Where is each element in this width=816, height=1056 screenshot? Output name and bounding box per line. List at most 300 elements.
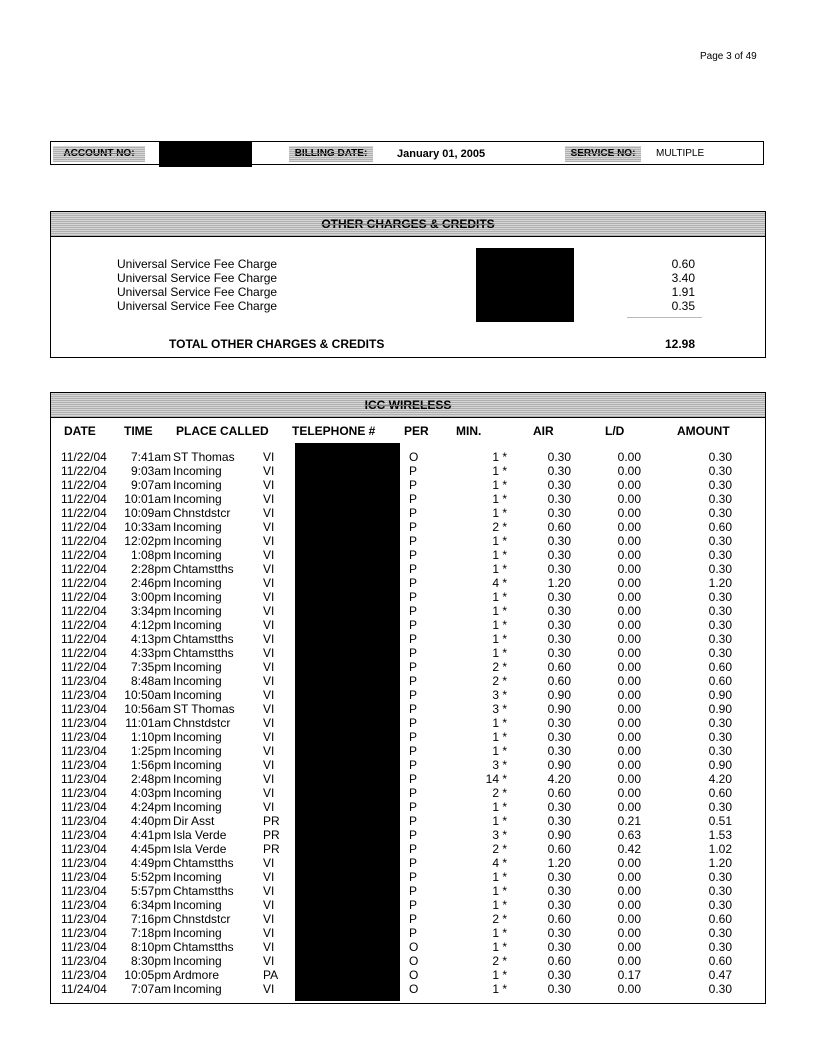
call-row: [51, 688, 765, 702]
call-amount: 0.30: [708, 478, 732, 492]
call-row: [51, 464, 765, 478]
call-row: [51, 982, 765, 996]
call-row: [51, 618, 765, 632]
call-minutes: 1 *: [492, 450, 507, 464]
call-time: 2:28pm: [130, 562, 171, 576]
other-charges-title: OTHER CHARGES & CREDITS: [51, 212, 765, 237]
call-date: 11/23/04: [61, 730, 107, 744]
call-period: P: [409, 716, 418, 730]
call-date: 11/22/04: [61, 506, 107, 520]
service-no-label: SERVICE NO:: [565, 146, 641, 162]
col-ld: L/D: [605, 424, 625, 438]
call-row: [51, 730, 765, 744]
call-time: 4:03pm: [130, 786, 171, 800]
call-time: 10:33am: [124, 520, 171, 534]
call-ld: 0.00: [617, 730, 641, 744]
call-row: [51, 604, 765, 618]
call-ld: 0.00: [617, 786, 641, 800]
call-period: P: [409, 814, 418, 828]
call-period: O: [409, 968, 419, 982]
call-period: P: [409, 492, 418, 506]
call-period: P: [409, 730, 418, 744]
call-place: Incoming: [173, 870, 222, 884]
call-minutes: 1 *: [492, 968, 507, 982]
call-period: P: [409, 856, 418, 870]
call-time: 5:52pm: [130, 870, 171, 884]
call-amount: 0.30: [708, 464, 732, 478]
call-minutes: 1 *: [492, 800, 507, 814]
call-air: 0.90: [547, 758, 571, 772]
call-time: 4:45pm: [130, 842, 171, 856]
call-row: [51, 716, 765, 730]
call-row: [51, 842, 765, 856]
call-minutes: 2 *: [492, 954, 507, 968]
call-amount: 0.30: [708, 800, 732, 814]
call-state: VI: [263, 870, 275, 884]
call-amount: 0.30: [708, 870, 732, 884]
subtotal-rule: [627, 317, 702, 318]
call-amount: 0.51: [708, 814, 732, 828]
call-row: [51, 506, 765, 520]
call-air: 0.30: [547, 562, 571, 576]
call-state: PR: [263, 842, 280, 856]
call-time: 6:34pm: [130, 898, 171, 912]
call-period: P: [409, 604, 418, 618]
call-ld: 0.17: [617, 968, 641, 982]
call-date: 11/23/04: [61, 828, 107, 842]
service-no-value: MULTIPLE: [656, 148, 705, 159]
call-amount: 0.30: [708, 646, 732, 660]
call-state: VI: [263, 772, 275, 786]
call-minutes: 1 *: [492, 940, 507, 954]
call-state: VI: [263, 800, 275, 814]
call-period: P: [409, 884, 418, 898]
call-time: 3:00pm: [130, 590, 171, 604]
call-ld: 0.00: [617, 492, 641, 506]
call-amount: 0.30: [708, 884, 732, 898]
call-row: [51, 674, 765, 688]
call-minutes: 1 *: [492, 464, 507, 478]
call-amount: 0.60: [708, 660, 732, 674]
call-air: 0.30: [547, 940, 571, 954]
call-time: 7:35pm: [130, 660, 171, 674]
call-amount: 0.30: [708, 506, 732, 520]
call-minutes: 1 *: [492, 632, 507, 646]
call-period: P: [409, 772, 418, 786]
call-amount: 0.60: [708, 912, 732, 926]
call-date: 11/23/04: [61, 898, 107, 912]
call-amount: 0.30: [708, 730, 732, 744]
call-state: VI: [263, 478, 275, 492]
call-ld: 0.00: [617, 898, 641, 912]
call-period: P: [409, 688, 418, 702]
call-place: ST Thomas: [173, 450, 235, 464]
call-air: 0.30: [547, 478, 571, 492]
call-minutes: 1 *: [492, 898, 507, 912]
call-ld: 0.21: [617, 814, 641, 828]
call-ld: 0.00: [617, 590, 641, 604]
call-date: 11/23/04: [61, 716, 107, 730]
call-date: 11/23/04: [61, 688, 107, 702]
total-value: 12.98: [664, 337, 695, 351]
call-air: 0.30: [547, 926, 571, 940]
call-period: O: [409, 450, 419, 464]
call-state: VI: [263, 548, 275, 562]
call-amount: 1.02: [708, 842, 732, 856]
other-charges-redaction: [476, 248, 574, 322]
call-air: 0.30: [547, 464, 571, 478]
call-air: 0.30: [547, 534, 571, 548]
call-state: VI: [263, 646, 275, 660]
call-amount: 1.53: [708, 828, 732, 842]
call-period: P: [409, 828, 418, 842]
call-time: 4:40pm: [130, 814, 171, 828]
call-row: [51, 856, 765, 870]
call-place: Incoming: [173, 604, 222, 618]
call-ld: 0.00: [617, 758, 641, 772]
call-period: P: [409, 506, 418, 520]
call-time: 9:03am: [130, 464, 171, 478]
charge-label: Universal Service Fee Charge: [117, 257, 278, 271]
call-time: 4:33pm: [130, 646, 171, 660]
call-air: 0.30: [547, 548, 571, 562]
call-row: [51, 520, 765, 534]
call-ld: 0.00: [617, 954, 641, 968]
call-air: 1.20: [547, 576, 571, 590]
call-row: [51, 702, 765, 716]
call-state: VI: [263, 464, 275, 478]
call-ld: 0.00: [617, 702, 641, 716]
call-date: 11/23/04: [61, 744, 107, 758]
call-ld: 0.63: [617, 828, 641, 842]
call-date: 11/23/04: [61, 800, 107, 814]
call-state: VI: [263, 506, 275, 520]
call-state: VI: [263, 898, 275, 912]
call-place: Isla Verde: [173, 842, 227, 856]
call-amount: 0.30: [708, 548, 732, 562]
call-minutes: 1 *: [492, 730, 507, 744]
call-state: VI: [263, 534, 275, 548]
call-ld: 0.00: [617, 520, 641, 534]
call-date: 11/22/04: [61, 646, 107, 660]
call-date: 11/23/04: [61, 940, 107, 954]
call-place: Chtamstths: [173, 562, 234, 576]
billing-date-label: BILLING DATE:: [289, 146, 373, 162]
call-time: 1:10pm: [130, 730, 171, 744]
call-amount: 0.90: [708, 702, 732, 716]
call-place: Incoming: [173, 492, 222, 506]
call-time: 10:01am: [124, 492, 171, 506]
charge-amount: 0.35: [671, 299, 695, 313]
call-place: Chtamstths: [173, 940, 234, 954]
call-state: VI: [263, 590, 275, 604]
charge-amount: 1.91: [671, 285, 695, 299]
call-state: VI: [263, 702, 275, 716]
call-state: VI: [263, 926, 275, 940]
call-time: 12:02pm: [124, 534, 171, 548]
call-amount: 0.30: [708, 744, 732, 758]
call-place: Incoming: [173, 660, 222, 674]
call-ld: 0.00: [617, 772, 641, 786]
call-date: 11/23/04: [61, 968, 107, 982]
call-amount: 0.30: [708, 632, 732, 646]
other-charges-section: [50, 211, 766, 358]
call-state: VI: [263, 604, 275, 618]
call-ld: 0.00: [617, 548, 641, 562]
call-row: [51, 870, 765, 884]
call-state: VI: [263, 982, 275, 996]
call-date: 11/22/04: [61, 660, 107, 674]
call-place: Ardmore: [173, 968, 220, 982]
call-time: 1:25pm: [130, 744, 171, 758]
call-minutes: 2 *: [492, 842, 507, 856]
call-ld: 0.00: [617, 870, 641, 884]
call-row: [51, 744, 765, 758]
call-date: 11/22/04: [61, 548, 107, 562]
call-period: P: [409, 590, 418, 604]
call-state: VI: [263, 450, 275, 464]
call-state: VI: [263, 954, 275, 968]
call-date: 11/23/04: [61, 786, 107, 800]
call-period: P: [409, 520, 418, 534]
call-amount: 0.30: [708, 940, 732, 954]
call-amount: 0.30: [708, 604, 732, 618]
call-amount: 0.30: [708, 492, 732, 506]
call-date: 11/23/04: [61, 926, 107, 940]
call-minutes: 2 *: [492, 786, 507, 800]
call-ld: 0.00: [617, 674, 641, 688]
call-air: 0.90: [547, 702, 571, 716]
call-minutes: 2 *: [492, 660, 507, 674]
call-time: 4:49pm: [130, 856, 171, 870]
call-minutes: 1 *: [492, 884, 507, 898]
call-period: P: [409, 744, 418, 758]
call-period: O: [409, 982, 419, 996]
call-row: [51, 758, 765, 772]
call-minutes: 3 *: [492, 828, 507, 842]
call-place: Chnstdstcr: [173, 912, 231, 926]
call-minutes: 1 *: [492, 506, 507, 520]
call-ld: 0.00: [617, 688, 641, 702]
call-minutes: 1 *: [492, 618, 507, 632]
col-min: MIN.: [456, 424, 482, 438]
call-air: 0.30: [547, 730, 571, 744]
call-amount: 0.30: [708, 534, 732, 548]
charge-label: Universal Service Fee Charge: [117, 299, 278, 313]
call-ld: 0.00: [617, 982, 641, 996]
call-place: Incoming: [173, 982, 222, 996]
call-date: 11/23/04: [61, 758, 107, 772]
call-state: VI: [263, 520, 275, 534]
call-time: 4:13pm: [130, 632, 171, 646]
call-amount: 0.47: [708, 968, 732, 982]
call-period: P: [409, 674, 418, 688]
call-date: 11/22/04: [61, 562, 107, 576]
call-ld: 0.00: [617, 604, 641, 618]
call-row: [51, 968, 765, 982]
call-time: 8:10pm: [130, 940, 171, 954]
call-state: VI: [263, 576, 275, 590]
call-state: VI: [263, 856, 275, 870]
call-time: 4:41pm: [130, 828, 171, 842]
call-time: 10:09am: [124, 506, 171, 520]
call-amount: 0.30: [708, 562, 732, 576]
call-row: [51, 562, 765, 576]
call-minutes: 1 *: [492, 870, 507, 884]
call-air: 0.60: [547, 842, 571, 856]
call-state: VI: [263, 758, 275, 772]
call-ld: 0.00: [617, 912, 641, 926]
call-period: P: [409, 898, 418, 912]
call-row: [51, 450, 765, 464]
call-air: 0.30: [547, 982, 571, 996]
call-time: 1:56pm: [130, 758, 171, 772]
call-air: 0.30: [547, 884, 571, 898]
call-ld: 0.00: [617, 562, 641, 576]
call-ld: 0.00: [617, 744, 641, 758]
call-minutes: 3 *: [492, 702, 507, 716]
call-minutes: 3 *: [492, 758, 507, 772]
call-date: 11/22/04: [61, 576, 107, 590]
call-amount: 0.30: [708, 450, 732, 464]
account-header: [50, 141, 764, 165]
call-date: 11/22/04: [61, 478, 107, 492]
call-ld: 0.00: [617, 576, 641, 590]
call-state: VI: [263, 786, 275, 800]
call-date: 11/22/04: [61, 534, 107, 548]
call-row: [51, 926, 765, 940]
call-date: 11/24/04: [61, 982, 107, 996]
call-place: Incoming: [173, 548, 222, 562]
call-air: 0.60: [547, 954, 571, 968]
col-date: DATE: [64, 424, 96, 438]
call-place: ST Thomas: [173, 702, 235, 716]
call-date: 11/23/04: [61, 814, 107, 828]
call-place: Incoming: [173, 478, 222, 492]
call-period: P: [409, 786, 418, 800]
call-ld: 0.00: [617, 940, 641, 954]
call-date: 11/22/04: [61, 520, 107, 534]
call-place: Isla Verde: [173, 828, 227, 842]
call-ld: 0.00: [617, 856, 641, 870]
call-time: 4:24pm: [130, 800, 171, 814]
call-period: P: [409, 660, 418, 674]
call-period: P: [409, 632, 418, 646]
call-place: Incoming: [173, 590, 222, 604]
call-minutes: 1 *: [492, 562, 507, 576]
call-period: P: [409, 800, 418, 814]
call-time: 2:48pm: [130, 772, 171, 786]
call-place: Incoming: [173, 688, 222, 702]
call-minutes: 1 *: [492, 478, 507, 492]
call-place: Incoming: [173, 534, 222, 548]
call-period: P: [409, 912, 418, 926]
call-state: VI: [263, 562, 275, 576]
call-date: 11/22/04: [61, 590, 107, 604]
call-date: 11/22/04: [61, 632, 107, 646]
call-minutes: 2 *: [492, 912, 507, 926]
call-period: P: [409, 534, 418, 548]
wireless-section: [50, 392, 766, 1004]
call-date: 11/22/04: [61, 604, 107, 618]
call-amount: 0.60: [708, 674, 732, 688]
call-state: PA: [263, 968, 279, 982]
call-minutes: 4 *: [492, 576, 507, 590]
call-row: [51, 492, 765, 506]
call-air: 0.30: [547, 646, 571, 660]
call-date: 11/23/04: [61, 772, 107, 786]
col-amount: AMOUNT: [677, 424, 730, 438]
call-time: 7:18pm: [130, 926, 171, 940]
call-place: Incoming: [173, 618, 222, 632]
call-date: 11/23/04: [61, 884, 107, 898]
call-period: P: [409, 464, 418, 478]
call-period: P: [409, 618, 418, 632]
call-air: 0.30: [547, 590, 571, 604]
call-air: 0.90: [547, 688, 571, 702]
call-time: 9:07am: [130, 478, 171, 492]
call-air: 0.60: [547, 520, 571, 534]
call-state: VI: [263, 674, 275, 688]
charge-amount: 3.40: [671, 271, 695, 285]
call-air: 0.30: [547, 632, 571, 646]
wireless-title: ICC WIRELESS: [51, 393, 765, 418]
call-place: Chtamstths: [173, 646, 234, 660]
call-air: 4.20: [547, 772, 571, 786]
call-amount: 4.20: [708, 772, 732, 786]
call-row: [51, 590, 765, 604]
call-amount: 0.90: [708, 758, 732, 772]
call-time: 10:05pm: [124, 968, 171, 982]
call-state: VI: [263, 912, 275, 926]
call-minutes: 1 *: [492, 534, 507, 548]
call-amount: 0.60: [708, 786, 732, 800]
call-minutes: 1 *: [492, 604, 507, 618]
billing-date-value: January 01, 2005: [397, 148, 486, 160]
call-place: Incoming: [173, 954, 222, 968]
call-ld: 0.00: [617, 618, 641, 632]
call-state: VI: [263, 940, 275, 954]
call-period: P: [409, 926, 418, 940]
col-place: PLACE CALLED: [176, 424, 269, 438]
call-state: VI: [263, 688, 275, 702]
call-place: Incoming: [173, 800, 222, 814]
call-row: [51, 646, 765, 660]
call-period: P: [409, 702, 418, 716]
call-air: 0.60: [547, 674, 571, 688]
call-amount: 0.90: [708, 688, 732, 702]
call-time: 10:50am: [124, 688, 171, 702]
call-minutes: 4 *: [492, 856, 507, 870]
call-ld: 0.00: [617, 716, 641, 730]
call-row: [51, 954, 765, 968]
call-place: Incoming: [173, 898, 222, 912]
call-amount: 0.60: [708, 954, 732, 968]
call-minutes: 1 *: [492, 548, 507, 562]
call-air: 0.30: [547, 968, 571, 982]
call-period: O: [409, 940, 419, 954]
call-air: 0.60: [547, 912, 571, 926]
call-date: 11/23/04: [61, 842, 107, 856]
call-period: P: [409, 478, 418, 492]
call-time: 2:46pm: [130, 576, 171, 590]
call-place: Incoming: [173, 464, 222, 478]
call-row: [51, 800, 765, 814]
call-ld: 0.00: [617, 506, 641, 520]
call-row: [51, 576, 765, 590]
call-row: [51, 940, 765, 954]
call-state: VI: [263, 884, 275, 898]
